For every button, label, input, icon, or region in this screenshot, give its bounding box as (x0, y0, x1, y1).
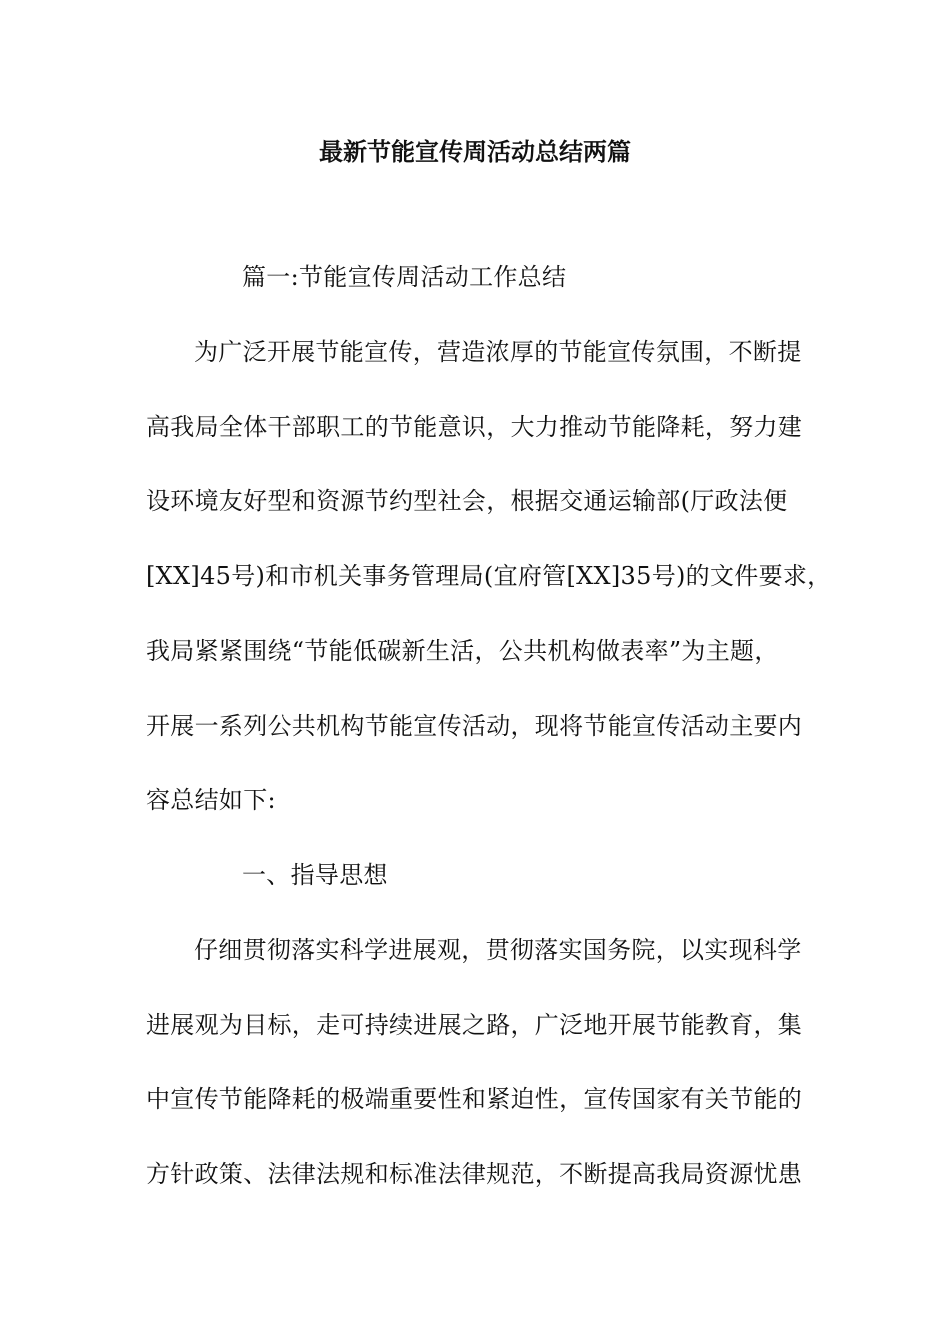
document-title: 最新节能宣传周活动总结两篇 (319, 138, 631, 166)
section-heading: 篇一:节能宣传周活动工作总结 (242, 263, 567, 291)
paragraph-1-line-7: 容总结如下: (146, 786, 276, 814)
paragraph-2-line-4: 方针政策、法律法规和标准法律规范，不断提高我局资源忧患 (146, 1160, 803, 1188)
paragraph-2-line-1: 仔细贯彻落实科学进展观，贯彻落实国务院，以实现科学 (194, 936, 802, 964)
paragraph-2-line-2: 进展观为目标，走可持续进展之路，广泛地开展节能教育，集 (146, 1011, 803, 1039)
paragraph-1-line-3: 设环境友好型和资源节约型社会，根据交通运输部(厅政法便 (146, 487, 788, 515)
paragraph-1-line-4: [XX]45号)和市机关事务管理局(宜府管[XX]35号)的文件要求， (146, 562, 832, 590)
paragraph-1-line-5: 我局紧紧围绕“节能低碳新生活，公共机构做表率”为主题， (146, 637, 779, 665)
paragraph-2-line-3: 中宣传节能降耗的极端重要性和紧迫性，宣传国家有关节能的 (146, 1085, 803, 1113)
paragraph-1-line-1: 为广泛开展节能宣传，营造浓厚的节能宣传氛围，不断提 (194, 338, 802, 366)
paragraph-1-line-6: 开展一系列公共机构节能宣传活动，现将节能宣传活动主要内 (146, 712, 803, 740)
subheading-guiding-ideology: 一、指导思想 (242, 861, 388, 889)
paragraph-1-line-2: 高我局全体干部职工的节能意识，大力推动节能降耗，努力建 (146, 413, 803, 441)
